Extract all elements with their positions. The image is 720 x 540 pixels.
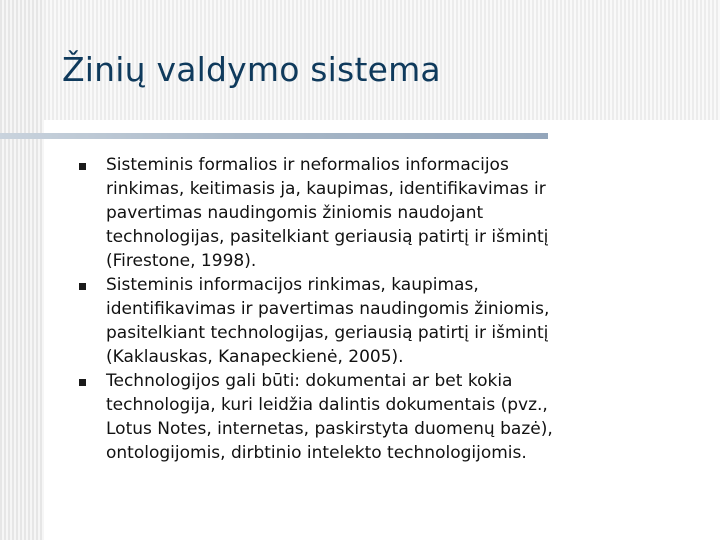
square-bullet-icon	[79, 163, 86, 170]
slide-title: Žinių valdymo sistema	[62, 50, 441, 89]
bullet-text: Sisteminis informacijos rinkimas, kaupimas, identifikavimas ir pavertimas naudingomis žiniomis, pasitelkiant technologijas, geriausią patirtį ir išmintį (Kaklauskas, Kanapeckienė, 2005).	[106, 275, 550, 367]
title-underline	[0, 133, 548, 139]
bullet-text: Sisteminis formalios ir neformalios informacijos rinkimas, keitimasis ja, kaupimas, identifikavimas ir pavertimas naudingomis žiniomis naudojant technologijas, pasitelkiant geriausią patirtį ir išmintį (Firestone, 1998).	[106, 155, 549, 271]
bullet-item-2	[76, 273, 646, 369]
square-bullet-icon	[79, 379, 86, 386]
side-stripes	[0, 0, 44, 540]
bullet-list	[76, 153, 646, 465]
bullet-item-3	[76, 369, 646, 465]
bullet-item-1	[76, 153, 646, 273]
bullet-text: Technologijos gali būti: dokumentai ar bet kokia technologija, kuri leidžia dalintis dokumentais (pvz., Lotus Notes, internetas, paskirstyta duomenų bazė), ontologijomis, dirbtinio intelekto technologijomis.	[106, 371, 553, 463]
square-bullet-icon	[79, 283, 86, 290]
